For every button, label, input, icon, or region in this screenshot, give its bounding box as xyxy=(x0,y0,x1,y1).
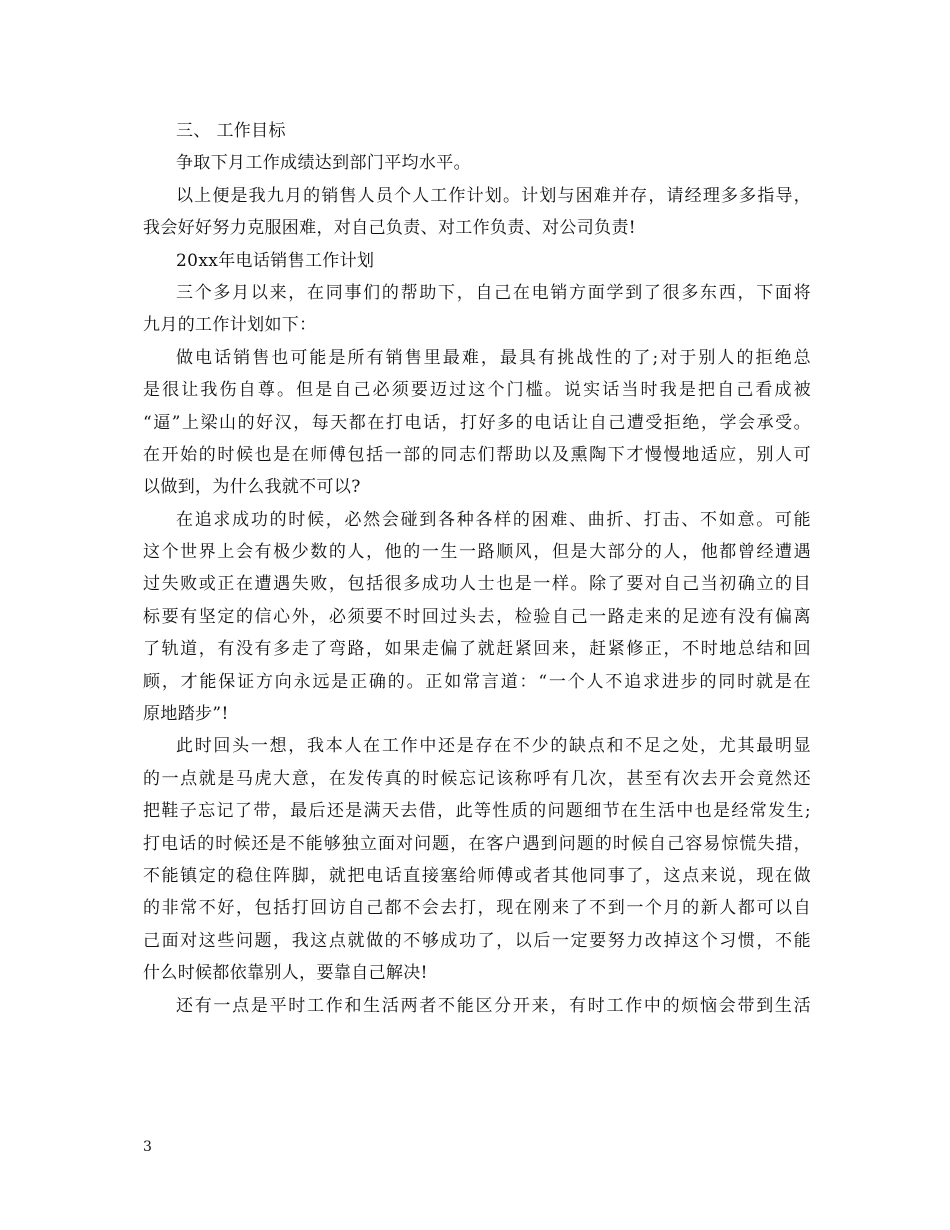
paragraph-line: 什么时候都依靠别人，要靠自己解决! xyxy=(143,963,428,984)
document-body xyxy=(143,115,811,1022)
document-subtitle: 20xx年电话销售工作计划 xyxy=(176,250,375,271)
paragraph-line: 做电话销售也可能是所有销售里最难，最具有挑战性的了;对于别人的拒绝总 xyxy=(176,347,811,368)
paragraph-line: 三个多月以来，在同事们的帮助下，自己在电销方面学到了很多东西，下面将 xyxy=(176,282,811,303)
paragraph-line: 是很让我伤自尊。但是自己必须要迈过这个门槛。说实话当时我是把自己看成被 xyxy=(143,380,811,401)
section-heading: 三、 工作目标 xyxy=(176,121,286,141)
paragraph-line: 的一点就是马虎大意，在发传真的时候忘记该称呼有几次，甚至有次去开会竟然还 xyxy=(143,768,811,789)
paragraph-line: 了轨道，有没有多走了弯路，如果走偏了就赶紧回来，赶紧修正，不时地总结和回 xyxy=(143,639,811,660)
paragraph-line: 把鞋子忘记了带，最后还是满天去借，此等性质的问题细节在生活中也是经常发生; xyxy=(143,801,811,822)
page-number: 3 xyxy=(143,1139,152,1155)
paragraph-line: 此时回头一想，我本人在工作中还是存在不少的缺点和不足之处，尤其最明显 xyxy=(176,736,811,757)
paragraph-line: 过失败或正在遭遇失败，包括很多成功人士也是一样。除了要对自己当初确立的目 xyxy=(143,574,811,595)
paragraph-line: 在追求成功的时候，必然会碰到各种各样的困难、曲折、打击、不如意。可能 xyxy=(176,509,811,530)
paragraph-line: 九月的工作计划如下： xyxy=(143,315,317,336)
paragraph-line: 打电话的时候还是不能够独立面对问题，在客户遇到问题的时候自己容易惊慌失措， xyxy=(143,833,811,854)
paragraph-line: 原地踏步”! xyxy=(143,704,229,725)
paragraph-line: 顾，才能保证方向永远是正确的。正如常言道：“一个人不追求进步的同时就是在 xyxy=(143,671,811,692)
paragraph-line: 不能镇定的稳住阵脚，就把电话直接塞给师傅或者其他同事了，这点来说，现在做 xyxy=(143,865,811,886)
paragraph-line: 以做到，为什么我就不可以? xyxy=(143,477,361,498)
paragraph-line: 在开始的时候也是在师傅包括一部的同志们帮助以及熏陶下才慢慢地适应，别人可 xyxy=(143,444,811,465)
paragraph-line: 这个世界上会有极少数的人，他的一生一路顺风，但是大部分的人，他都曾经遭遇 xyxy=(143,542,811,563)
paragraph-line: 我会好好努力克服困难，对自己负责、对工作负责、对公司负责! xyxy=(143,218,636,239)
paragraph-line: 己面对这些问题，我这点就做的不够成功了，以后一定要努力改掉这个习惯，不能 xyxy=(143,930,811,951)
paragraph-line: 的非常不好，包括打回访自己都不会去打，现在刚来了不到一个月的新人都可以自 xyxy=(143,898,811,919)
paragraph-line: 以上便是我九月的销售人员个人工作计划。计划与困难并存，请经理多多指导， xyxy=(176,185,811,206)
paragraph-line: “逼”上梁山的好汉，每天都在打电话，打好多的电话让自己遭受拒绝，学会承受。 xyxy=(143,412,811,433)
paragraph-line: 争取下月工作成绩达到部门平均水平。 xyxy=(176,153,471,174)
paragraph-line: 标要有坚定的信心外，必须要不时回过头去，检验自己一路走来的足迹有没有偏离 xyxy=(143,606,811,627)
paragraph-line: 还有一点是平时工作和生活两者不能区分开来，有时工作中的烦恼会带到生活 xyxy=(176,995,811,1016)
